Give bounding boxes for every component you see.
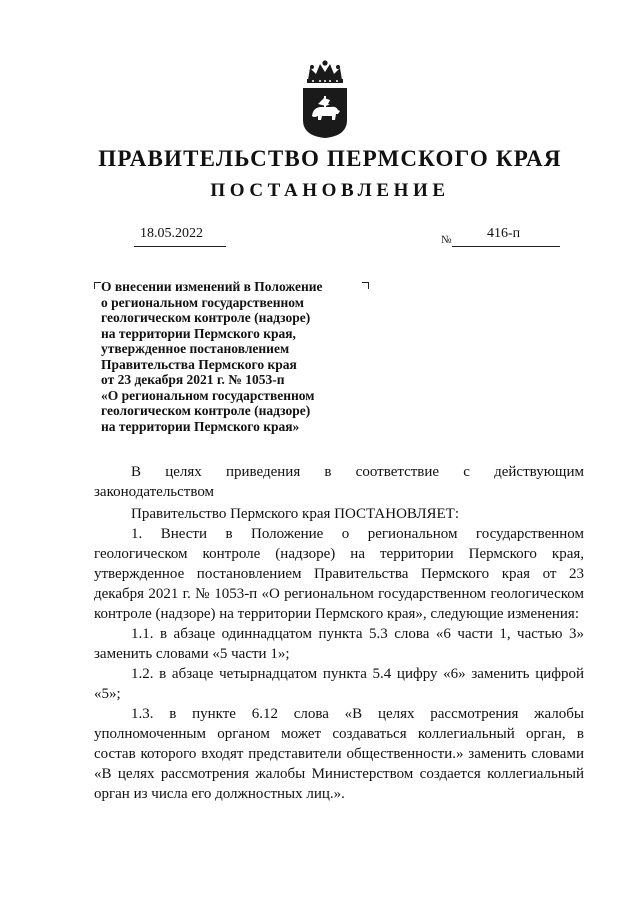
number-underline	[452, 246, 560, 247]
subject-line: «О региональном государственном	[101, 387, 315, 403]
number-label: №	[441, 234, 452, 246]
subject-line: утвержденное постановлением	[101, 341, 290, 356]
subject-line: Правительства Пермского края	[101, 356, 297, 372]
paragraph-item-1: 1. Внести в Положение о региональном государственном геологическом контроле (надзоре) на территории Пермского края, утвержденное постановлением Правительства Пермского края от 23 декабря 2021 г. № 1053-п «О региональном государственном геологическом контроле (надзоре) на территории Пермского края», следующие изменения:	[94, 526, 584, 622]
subject-line: от 23 декабря 2021 г. № 1053-п	[101, 372, 285, 387]
subject-line: на территории Пермского края»	[101, 418, 300, 434]
government-title: ПРАВИТЕЛЬСТВО ПЕРМСКОГО КРАЯ	[98, 146, 562, 171]
paragraph-preamble: В целях приведения в соответствие с действующим законодательством	[94, 464, 584, 500]
document-date: 18.05.2022	[140, 226, 203, 241]
document-number: 416-п	[487, 226, 521, 241]
document-body	[94, 462, 584, 804]
perm-krai-coat-of-arms-icon	[300, 58, 350, 138]
paragraph-item-1-1: 1.1. в абзаце одиннадцатом пункта 5.3 слова «6 части 1, частью 3» заменить словами «5 части 1»;	[94, 626, 584, 662]
document-type: ПОСТАНОВЛЕНИЕ	[210, 180, 450, 201]
subject-line: геологическом контроле (надзоре)	[101, 310, 311, 325]
paragraph-item-1-2: 1.2. в абзаце четырнадцатом пункта 5.4 цифру «6» заменить цифрой «5»;	[94, 666, 584, 702]
date-underline	[134, 246, 226, 247]
paragraph-item-1-3: 1.3. в пункте 6.12 слова «В целях рассмотрения жалобы уполномоченным органом может создаваться коллегиальный орган, в состав которого входят представители общественности.» заменить словами «В целях рассмотрения жалобы Министерством создается коллегиальный орган из числа его должностных лиц.».	[94, 706, 584, 802]
subject-line: О внесении изменений в Положение	[101, 279, 323, 294]
corner-bracket-right	[362, 282, 369, 289]
paragraph-resolves: Правительство Пермского края ПОСТАНОВЛЯЕТ:	[131, 506, 460, 522]
subject-line: геологическом контроле (надзоре)	[101, 403, 311, 418]
corner-bracket-left	[94, 282, 101, 289]
subject-line: на территории Пермского края,	[101, 325, 296, 341]
subject-line: о региональном государственном	[101, 294, 304, 310]
document-subject	[101, 279, 363, 434]
